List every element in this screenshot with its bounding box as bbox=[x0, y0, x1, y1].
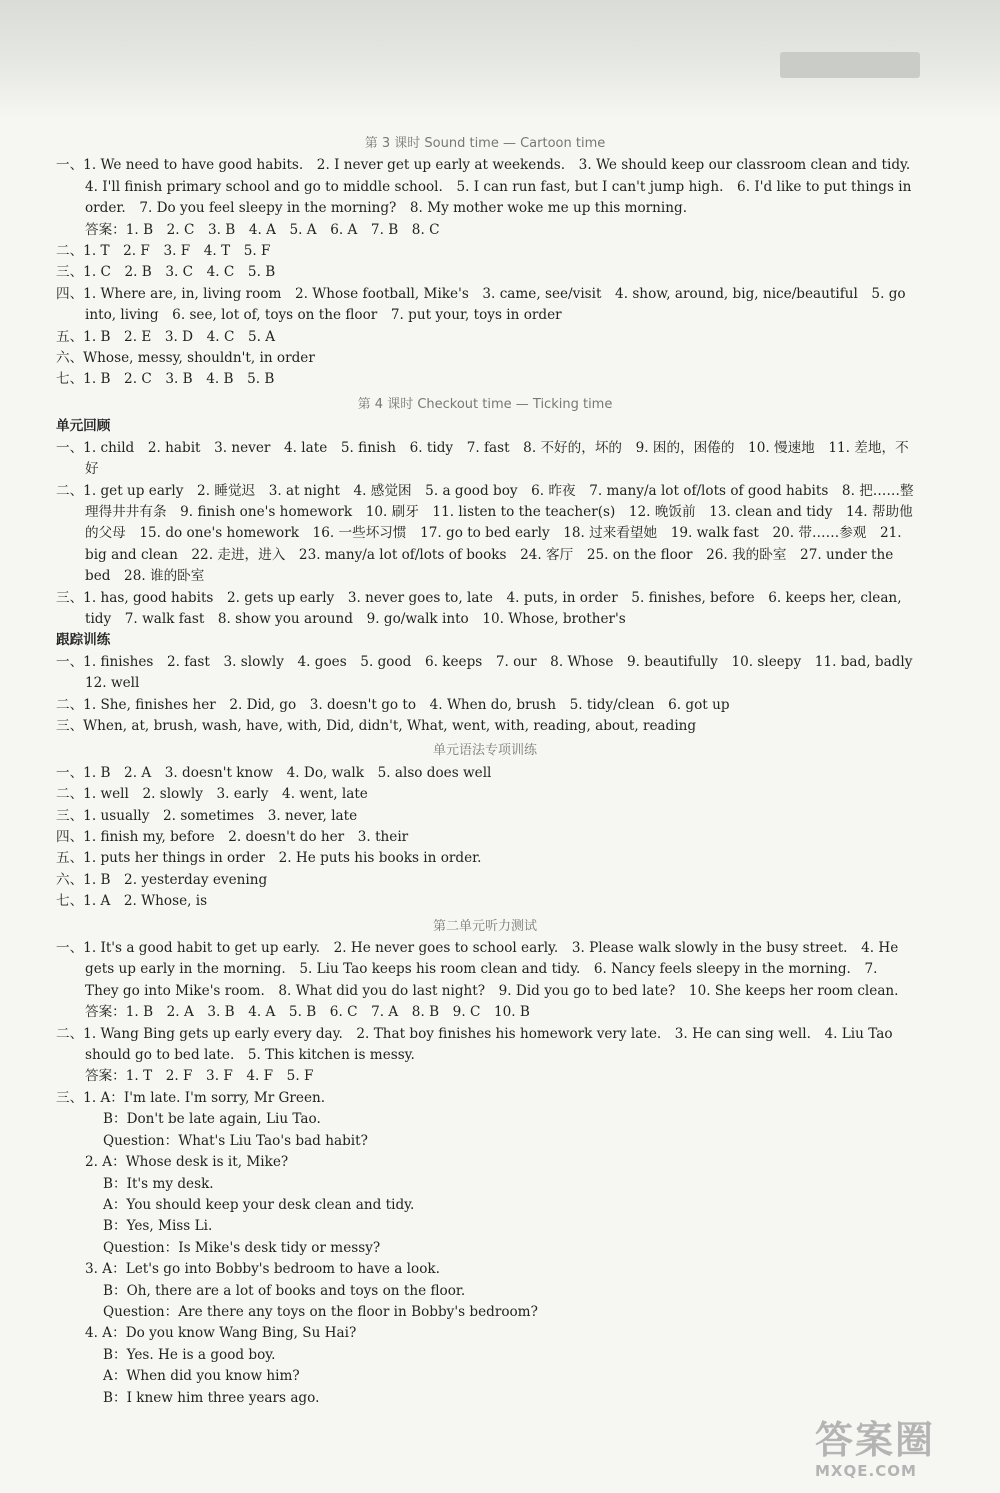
grammar-title: 单元语法专项训练 bbox=[432, 743, 537, 759]
review-q2: 二、1. get up early 2. 睡觉迟 3. at night 4. 感觉困 5. a good boy 6. 昨夜 7. many/a lot of/lots of good habits 8. 把……整理得井井有条 9. finish one's homework 10. 刷牙 11. listen to the teacher(s) 12. 晚饭前 13. clean and tidy 14. 帮助他的父母 15. do one's homework 16. 一些坏习惯 17. go to bed early 18. 过来看望她 19. walk fast 20. 带……参观 21. big and clean 22. 走进，进入 23. many/a lot of/lots of books 24. 客厅 25. on the floor 26. 我的卧室 27. under the bed 28. 谁的卧室 bbox=[56, 482, 914, 585]
lesson4-title: 第 4 课时 Checkout time — Ticking time bbox=[357, 396, 613, 412]
dialogue2-line-a: 2. A：Whose desk is it, Mike? bbox=[85, 1154, 289, 1171]
dialogue4-line-d: B：I knew him three years ago. bbox=[103, 1389, 320, 1406]
page-corner-tab bbox=[780, 52, 920, 78]
grammar-q5: 五、1. puts her things in order 2. He puts his books in order. bbox=[56, 850, 482, 867]
lesson3-q7: 七、1. B 2. C 3. B 4. B 5. B bbox=[56, 371, 275, 388]
lesson3-title: 第 3 课时 Sound time — Cartoon time bbox=[364, 136, 606, 151]
watermark-logo bbox=[815, 1418, 985, 1480]
grammar-q7: 七、1. A 2. Whose, is bbox=[56, 893, 208, 910]
answer-key-content bbox=[56, 130, 926, 1409]
dialogue2-question: Question：Is Mike's desk tidy or messy? bbox=[103, 1239, 381, 1256]
lesson3-q3: 三、1. C 2. B 3. C 4. C 5. B bbox=[56, 264, 276, 281]
dialogue1-line-b: B：Don't be late again, Liu Tao. bbox=[103, 1111, 321, 1128]
lesson3-q1: 一、1. We need to have good habits. 2. I never get up early at weekends. 3. We should keep our classroom clean and tidy. 4. I'll finish primary school and go to middle school. 5. I can run fast, but I can't jump high. 6. I'd like to put things in order. 7. Do you feel sleepy in the morning? 8. My mother woke me up this morning. bbox=[56, 157, 924, 217]
tracking-practice-heading: 跟踪训练 bbox=[56, 632, 111, 649]
dialogue1-question: Question：What's Liu Tao's bad habit? bbox=[103, 1132, 368, 1149]
listening-q1-answers: 答案：1. B 2. A 3. B 4. A 5. B 6. C 7. A 8. B 9. C 10. B bbox=[85, 1004, 530, 1021]
dialogue2-line-b: B：It's my desk. bbox=[103, 1175, 214, 1192]
watermark-url: MXQE.COM bbox=[815, 1462, 917, 1480]
lesson3-q6: 六、Whose, messy, shouldn't, in order bbox=[56, 350, 315, 367]
grammar-q1: 一、1. B 2. A 3. doesn't know 4. Do, walk 5. also does well bbox=[56, 764, 492, 781]
dialogue4-line-a: 4. A：Do you know Wang Bing, Su Hai? bbox=[85, 1325, 357, 1342]
unit-review-heading: 单元回顾 bbox=[56, 418, 111, 435]
dialogue2-line-d: B：Yes, Miss Li. bbox=[103, 1218, 213, 1235]
lesson3-q4: 四、1. Where are, in, living room 2. Whose football, Mike's 3. came, see/visit 4. show, around, big, nice/beautiful 5. go into, living 6. see, lot of, toys on the floor 7. put your, toys in order bbox=[56, 285, 906, 324]
listening-title: 第二单元听力测试 bbox=[432, 918, 537, 934]
lesson3-q2: 二、1. T 2. F 3. F 4. T 5. F bbox=[56, 243, 271, 260]
watermark-logo-text: 答案圈 bbox=[815, 1418, 936, 1462]
tracking-q2: 二、1. She, finishes her 2. Did, go 3. doesn't go to 4. When do, brush 5. tidy/clean 6. got up bbox=[56, 696, 730, 713]
tracking-q3: 三、When, at, brush, wash, have, with, Did, didn't, What, went, with, reading, about, reading bbox=[56, 717, 697, 734]
dialogue4-line-c: A：When did you know him? bbox=[103, 1368, 300, 1385]
listening-q2: 二、1. Wang Bing gets up early every day. 2. That boy finishes his homework very late. 3. He can sing well. 4. Liu Tao should go to bed late. 5. This kitchen is messy. bbox=[56, 1025, 893, 1064]
listening-q2-answers: 答案：1. T 2. F 3. F 4. F 5. F bbox=[85, 1068, 314, 1085]
dialogue4-line-b: B：Yes. He is a good boy. bbox=[103, 1346, 276, 1363]
dialogue3-line-a: 3. A：Let's go into Bobby's bedroom to have a look. bbox=[85, 1261, 440, 1278]
lesson3-q5: 五、1. B 2. E 3. D 4. C 5. A bbox=[56, 328, 276, 345]
review-q1: 一、1. child 2. habit 3. never 4. late 5. finish 6. tidy 7. fast 8. 不好的，坏的 9. 困的，困倦的 10. 慢速地 11. 差地，不好 bbox=[56, 439, 909, 478]
tracking-q1: 一、1. finishes 2. fast 3. slowly 4. goes 5. good 6. keeps 7. our 8. Whose 9. beautifully 10. sleepy 11. bad, badly 12. well bbox=[56, 653, 926, 692]
dialogue2-line-c: A：You should keep your desk clean and tidy. bbox=[103, 1196, 415, 1213]
listening-q1: 一、1. It's a good habit to get up early. 2. He never goes to school early. 3. Please walk slowly in the busy street. 4. He gets up early in the morning. 5. Liu Tao keeps his room clean and tidy. 6. Nancy feels sleepy in the morning. 7. They go into Mike's room. 8. What did you do last night? 9. Did you go to bed late? 10. She keeps her room clean. bbox=[56, 940, 899, 999]
dialogue3-question: Question：Are there any toys on the floor in Bobby's bedroom? bbox=[103, 1303, 538, 1320]
lesson3-q1-answers: 答案：1. B 2. C 3. B 4. A 5. A 6. A 7. B 8. C bbox=[85, 221, 440, 238]
dialogue1-line-a: 三、1. A：I'm late. I'm sorry, Mr Green. bbox=[56, 1089, 326, 1106]
grammar-q3: 三、1. usually 2. sometimes 3. never, late bbox=[56, 807, 358, 824]
grammar-q2: 二、1. well 2. slowly 3. early 4. went, late bbox=[56, 786, 368, 803]
grammar-q4: 四、1. finish my, before 2. doesn't do her 3. their bbox=[56, 829, 409, 845]
grammar-q6: 六、1. B 2. yesterday evening bbox=[56, 871, 268, 888]
review-q3: 三、1. has, good habits 2. gets up early 3. never goes to, late 4. puts, in order 5. finishes, before 6. keeps her, clean, tidy 7. walk fast 8. show you around 9. go/walk into 10. Whose, brother's bbox=[56, 589, 902, 627]
dialogue3-line-b: B：Oh, there are a lot of books and toys on the floor. bbox=[103, 1282, 466, 1299]
